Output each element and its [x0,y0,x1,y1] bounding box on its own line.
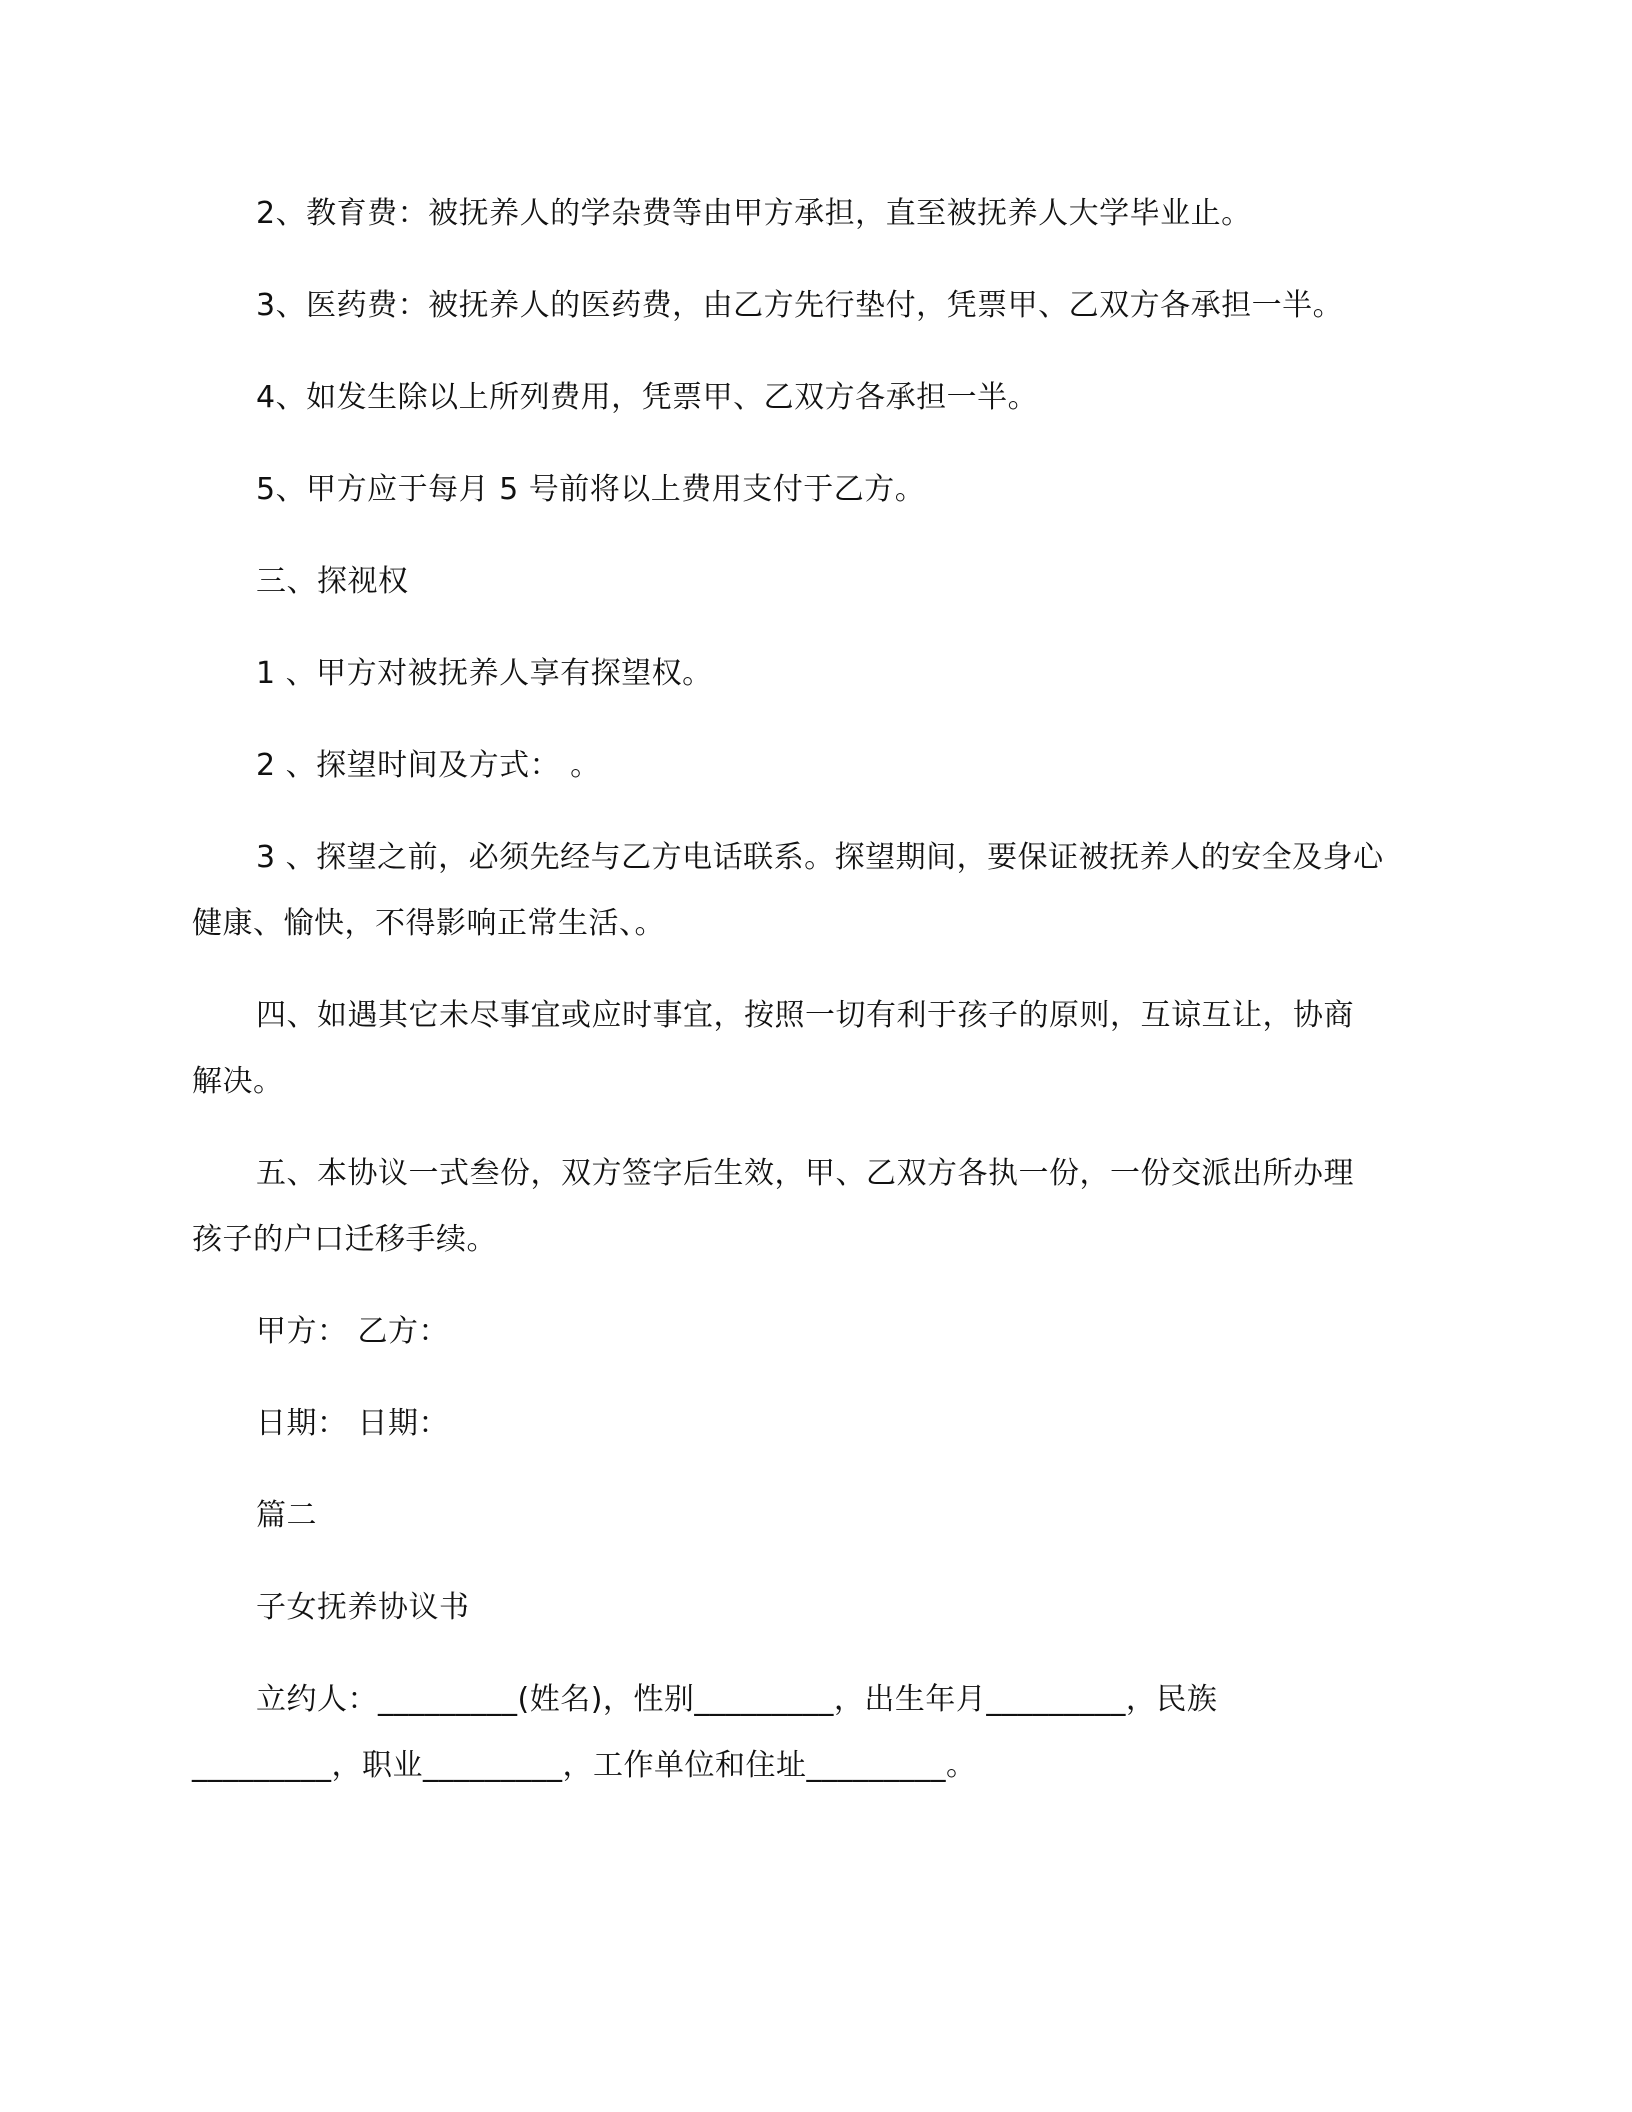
visitation-item-3-line-2: 健康、愉快，不得影响正常生活、。 [192,906,665,941]
clause-5-line-1: 五、本协议一式叁份，双方签字后生效，甲、乙双方各执一份，一份交派出所办理 [256,1156,1354,1191]
party-info-line-1: 立约人：_________(姓名)，性别_________，出生年月_________，民族 [256,1682,1218,1717]
visitation-item-1: 1 、甲方对被抚养人享有探望权。 [256,656,713,691]
visitation-heading: 三、探视权 [256,564,409,599]
clause-4-line-1: 四、如遇其它未尽事宜或应时事宜，按照一切有利于孩子的原则，互谅互让，协商 [256,998,1354,1033]
signature-dates: 日期： 日期： [256,1406,450,1441]
other-fee-clause: 4、如发生除以上所列费用，凭票甲、乙双方各承担一半。 [256,380,1039,415]
medical-fee-clause: 3、医药费：被抚养人的医药费，由乙方先行垫付，凭票甲、乙双方各承担一半。 [256,288,1344,323]
party-info-line-2: _________，职业_________，工作单位和住址_________。 [192,1748,977,1783]
visitation-item-2: 2 、探望时间及方式： 。 [256,748,601,783]
education-fee-clause: 2、教育费：被抚养人的学杂费等由甲方承担，直至被抚养人大学毕业止。 [256,196,1252,231]
clause-4-line-2: 解决。 [192,1064,284,1099]
payment-clause: 5、甲方应于每月 5 号前将以上费用支付于乙方。 [256,472,926,507]
agreement-title: 子女抚养协议书 [256,1590,470,1625]
signature-parties: 甲方： 乙方： [256,1314,450,1349]
clause-5-line-2: 孩子的户口迁移手续。 [192,1222,497,1257]
visitation-item-3-line-1: 3 、探望之前，必须先经与乙方电话联系。探望期间，要保证被抚养人的安全及身心 [256,840,1384,875]
part-2-label: 篇二 [256,1498,317,1533]
